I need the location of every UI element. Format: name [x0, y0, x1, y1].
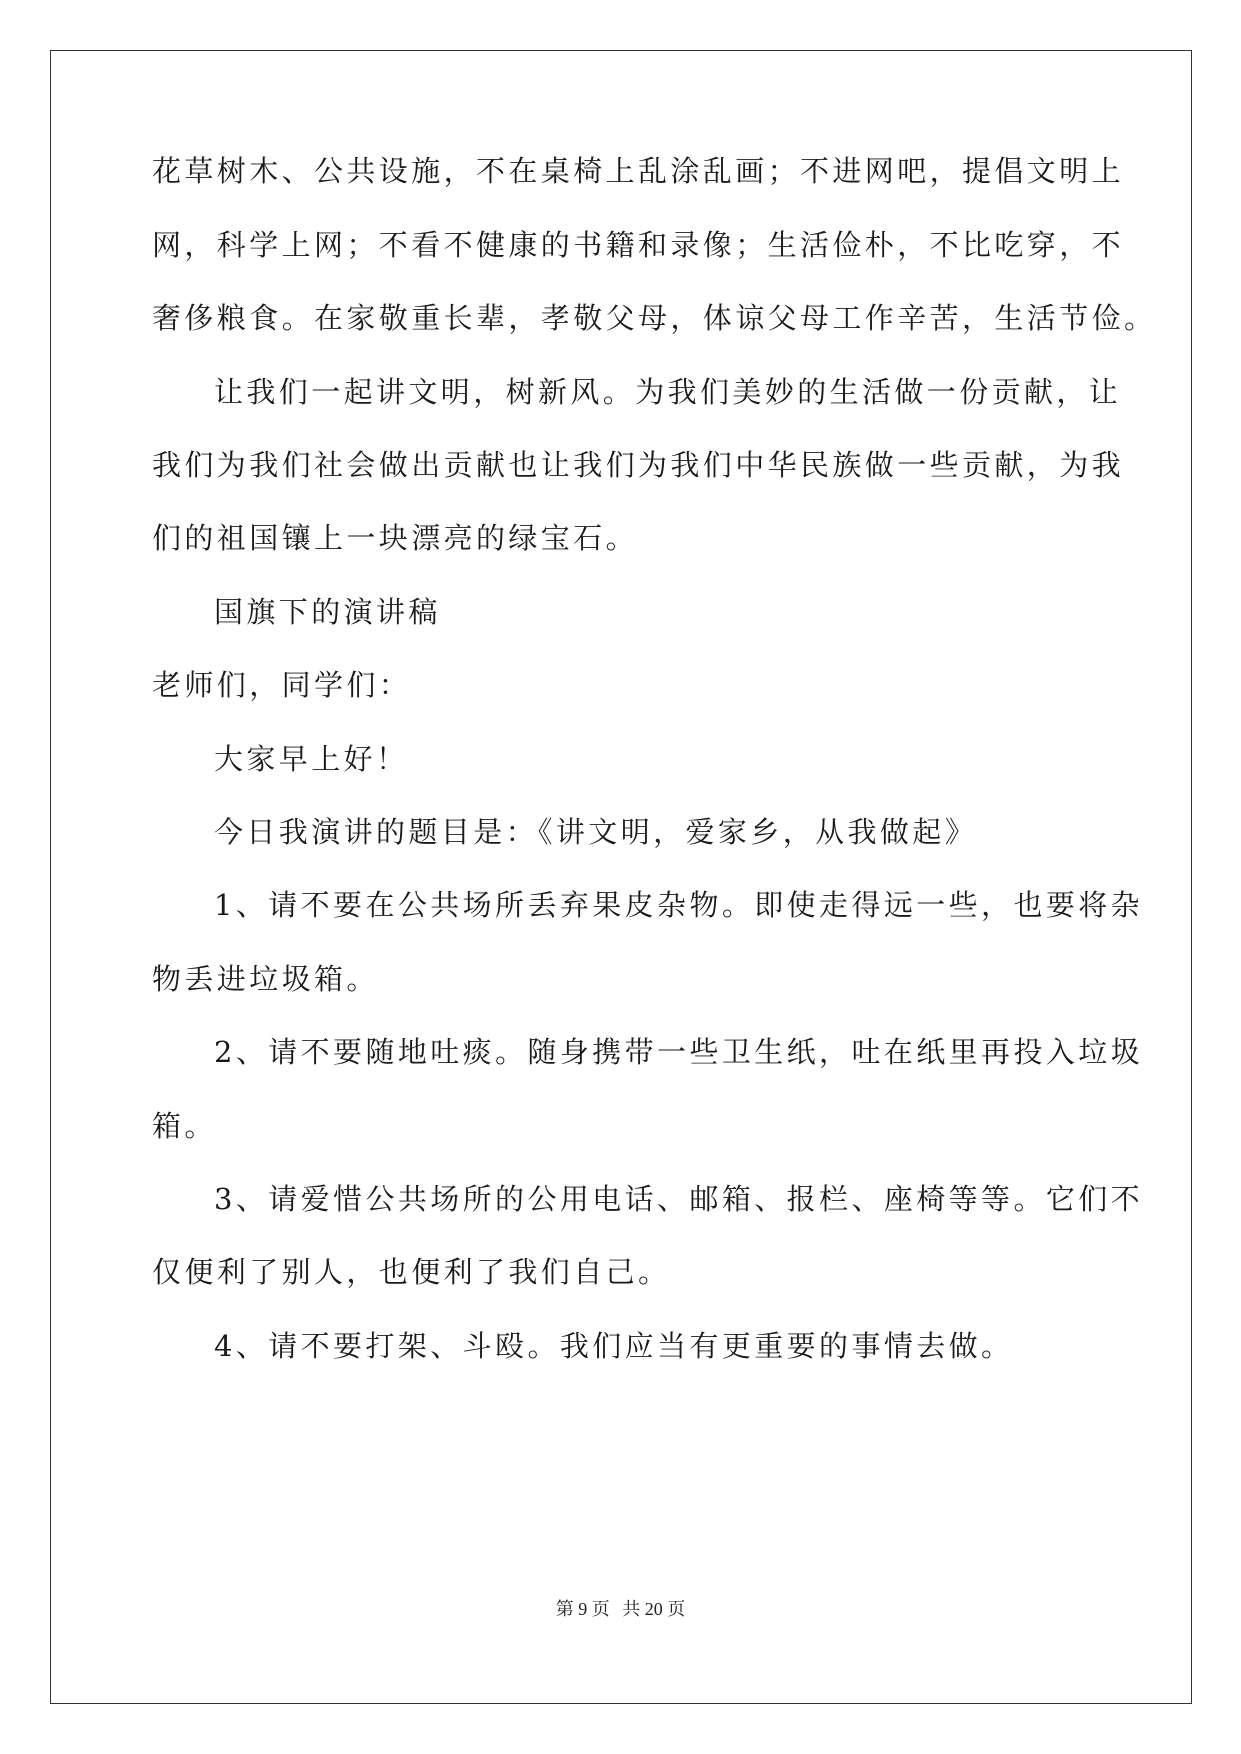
text-line: 仅便利了别人，也便利了我们自己。: [152, 1255, 671, 1289]
text-line: 箱。: [152, 1109, 217, 1143]
text-line: 物丢进垃圾箱。: [152, 962, 379, 996]
text-line: 2、请不要随地吐痰。随身携带一些卫生纸，吐在纸里再投入垃圾: [214, 1035, 1144, 1069]
text-line: 让我们一起讲文明，树新风。为我们美妙的生活做一份贡献，让: [214, 375, 1122, 409]
page-total: 共 20 页: [622, 1599, 686, 1619]
page-footer: [0, 1598, 1241, 1620]
text-line: 今日我演讲的题目是：《讲文明，爱家乡，从我做起》: [214, 815, 978, 849]
text-line: 1、请不要在公共场所丢弃果皮杂物。即使走得远一些，也要将杂: [214, 888, 1144, 922]
text-line: 网，科学上网；不看不健康的书籍和录像；生活俭朴，不比吃穿，不: [152, 228, 1125, 262]
salutation: 老师们，同学们：: [152, 668, 412, 702]
text-line: 4、请不要打架、斗殴。我们应当有更重要的事情去做。: [214, 1329, 1014, 1363]
page-number: 第 9 页: [555, 1599, 610, 1619]
greeting: 大家早上好！: [214, 742, 409, 776]
text-line: 3、请爱惜公共场所的公用电话、邮箱、报栏、座椅等等。它们不: [214, 1182, 1144, 1216]
text-line: 们的祖国镶上一块漂亮的绿宝石。: [152, 521, 639, 555]
text-line: 花草树木、公共设施，不在桌椅上乱涂乱画；不进网吧，提倡文明上: [152, 154, 1125, 188]
text-line: 奢侈粮食。在家敬重长辈，孝敬父母，体谅父母工作辛苦，生活节俭。: [152, 301, 1157, 335]
section-title: 国旗下的演讲稿: [214, 595, 441, 629]
text-line: 我们为我们社会做出贡献也让我们为我们中华民族做一些贡献，为我: [152, 448, 1125, 482]
page-border: [50, 50, 1192, 1704]
